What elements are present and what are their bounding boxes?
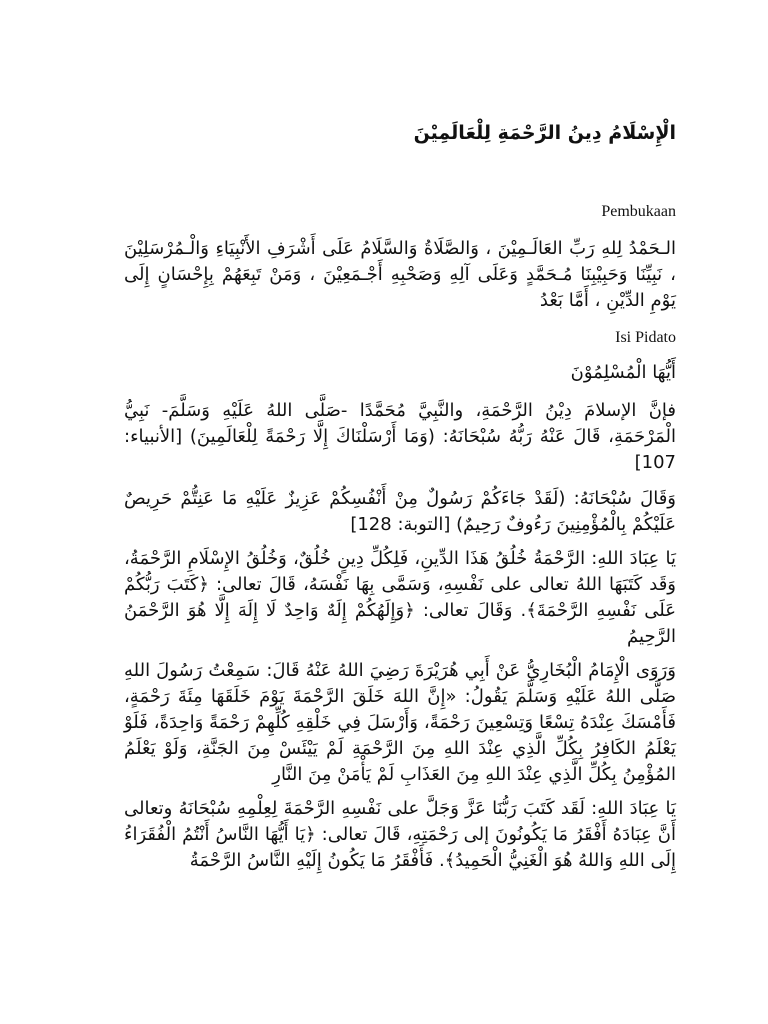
body-paragraph: وَرَوَى الْإِمَامُ الْبُخَارِيُّ عَنْ أَبِي هُرَيْرَةَ رَضِيَ اللهُ عَنْهُ قَالَ: سَمِعْتُ رَسُولَ اللهِ صَلَّى اللهُ عَلَيْهِ وَسَلَّمَ يَقُولُ: «إِنَّ اللهَ خَلَقَ الرَّحْمَةَ يَوْمَ خَلَقَهَا مِئَةَ رَحْمَةٍ، فَأَمْسَكَ عِنْدَهُ تِسْعًا وَتِسْعِينَ رَحْمَةً، وَأَرْسَلَ فِي خَلْقِهِ كُلِّهِمْ رَحْمَةً وَاحِدَةً، فَلَوْ يَعْلَمُ الكَافِرُ بِكُلِّ الَّذِي عِنْدَ اللهِ مِنَ الرَّحْمَةِ لَمْ يَيْئَسْ مِنَ الجَنَّةِ، وَلَوْ يَعْلَمُ المُؤْمِنُ بِكُلِّ الَّذِي عِنْدَ اللهِ مِنَ العَذَابِ لَمْ يَأْمَنْ مِنَ النَّارِ <box>124 660 676 785</box>
page-title: الْإِسْلَامُ دِينُ الرَّحْمَةِ لِلْعَالَمِيْنَ <box>413 122 676 144</box>
body-paragraph: يَا عِبَادَ اللهِ: لَقَد كَتَبَ رَبُّنَا عَزَّ وَجَلَّ على نَفْسِهِ الرَّحْمَةَ لِعِلْمِهِ سُبْحَانَهُ وتعالى أَنَّ عِبَادَهُ أَفْقَرُ مَا يَكُونُونَ إلى رَحْمَتِهِ، قَالَ تعالى: ﴿يَا أَيُّهَا النَّاسُ أَنْتُمُ الْفُقَرَاءُ إِلَى اللهِ وَاللهُ هُوَ الْغَنِيُّ الْحَمِيدُ﴾. فَأَفْقَرُ مَا يَكُونُ إِلَيْهِ النَّاسُ الرَّحْمَةُ <box>124 798 676 871</box>
opening-paragraph: الـحَمْدُ لِلهِ رَبِّ العَالَـمِيْنَ ، وَالصَّلَاةُ وَالسَّلَامُ عَلَى أَشْرَفِ الأَنْبِيَاءِ وَالْـمُرْسَلِيْنَ ، نَبِيِّنَا وَحَبِيْبِنَا مُـحَمَّدٍ وَعَلَى آلِهِ وَصَحْبِهِ أَجْـمَعِيْنَ ، وَمَنْ تَبِعَهُمْ بِإِحْسَانٍ إِلَى يَوْمِ الدِّيْنِ ، أَمَّا بَعْدُ <box>124 238 676 311</box>
body-paragraph: وَقَالَ سُبْحَانَهُ: (لَقَدْ جَاءَكُمْ رَسُولٌ مِنْ أَنْفُسِكُمْ عَزِيزٌ عَلَيْهِ مَا عَنِتُّمْ حَرِيصٌ عَلَيْكُمْ بِالْمُؤْمِنِينَ رَءُوفٌ رَحِيمٌ) [التوبة: 128] <box>124 488 676 535</box>
section-heading-opening: Pembukaan <box>601 203 676 220</box>
section-heading-content: Isi Pidato <box>615 329 676 346</box>
body-paragraph: يَا عِبَادَ اللهِ: الرَّحْمَةُ خُلُقُ هَذَا الدِّينِ، فَلِكُلِّ دِينٍ خُلُقٌ، وَخُلُقُ الإِسْلَامِ الرَّحْمَةُ، وَقَد كَتَبَهَا اللهُ تعالى على نَفْسِهِ، وَسَمَّى بِهَا نَفْسَهُ، قَالَ تعالى: ﴿كَتَبَ رَبُّكُمْ عَلَى نَفْسِهِ الرَّحْمَةَ﴾. وَقَالَ تعالى: ﴿وَإِلَهُكُمْ إِلَهٌ وَاحِدٌ لَا إِلَهَ إِلَّا هُوَ الرَّحْمَنُ الرَّحِيمُ <box>124 548 676 647</box>
document-page <box>124 120 676 874</box>
body-paragraph: فإنَّ الإسلامَ دِيْنُ الرَّحْمَةِ، والنَّبِيَّ مُحَمَّدًا -صَلَّى اللهُ عَلَيْهِ وَسَلَّمَ- نَبِيُّ الْمَرْحَمَةِ، قَالَ عَنْهُ رَبُّهُ سُبْحَانَهُ: (وَمَا أَرْسَلْنَاكَ إِلَّا رَحْمَةً لِلْعَالَمِينَ) [الأنبياء: 107] <box>124 400 676 473</box>
audience-address: أَيُّهَا الْمُسْلِمُوْنَ <box>570 362 676 383</box>
